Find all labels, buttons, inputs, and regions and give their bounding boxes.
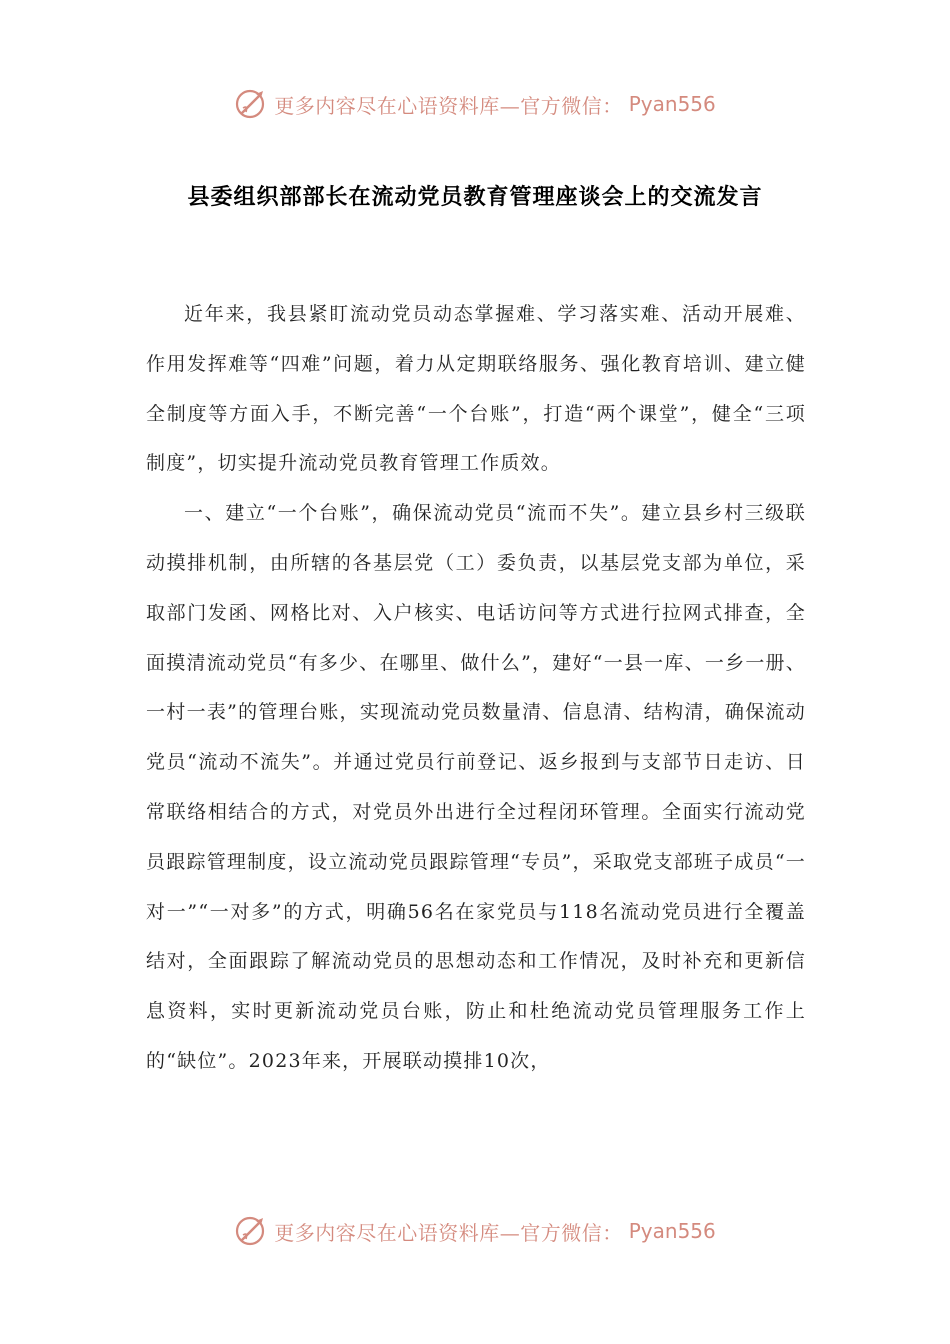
watermark-wechat-id: Pyan556: [628, 92, 716, 116]
document-body: [146, 290, 806, 1087]
watermark-text: 更多内容尽在心语资料库—官方微信：: [274, 1220, 623, 1245]
watermark-header: [0, 84, 950, 124]
watermark-footer: [0, 1211, 950, 1251]
pen-logo-icon: [234, 87, 268, 121]
pen-logo-icon: [234, 1214, 268, 1248]
watermark-wechat-id: Pyan556: [628, 1219, 716, 1243]
document-title: 县委组织部部长在流动党员教育管理座谈会上的交流发言: [187, 184, 763, 210]
paragraph-section-one: 一、建立“一个台账”，确保流动党员“流而不失”。建立县乡村三级联动摸排机制，由所辖的各基层党（工）委负责，以基层党支部为单位，采取部门发函、网格比对、入户核实、电话访问等方式进行拉网式排查，全面摸清流动党员“有多少、在哪里、做什么”，建好“一县一库、一乡一册、一村一表”的管理台账，实现流动党员数量清、信息清、结构清，确保流动党员“流动不流失”。并通过党员行前登记、返乡报到与支部节日走访、日常联络相结合的方式，对党员外出进行全过程闭环管理。全面实行流动党员跟踪管理制度，设立流动党员跟踪管理“专员”，采取党支部班子成员“一对一”“一对多”的方式，明确56名在家党员与118名流动党员进行全覆盖结对，全面跟踪了解流动党员的思想动态和工作情况，及时补充和更新信息资料，实时更新流动党员台账，防止和杜绝流动党员管理服务工作上的“缺位”。2023年来，开展联动摸排10次，: [146, 502, 806, 1072]
paragraph-intro: 近年来，我县紧盯流动党员动态掌握难、学习落实难、活动开展难、作用发挥难等“四难”问题，着力从定期联络服务、强化教育培训、建立健全制度等方面入手，不断完善“一个台账”，打造“两个课堂”，健全“三项制度”，切实提升流动党员教育管理工作质效。: [146, 303, 806, 475]
watermark-text: 更多内容尽在心语资料库—官方微信：: [274, 93, 623, 118]
